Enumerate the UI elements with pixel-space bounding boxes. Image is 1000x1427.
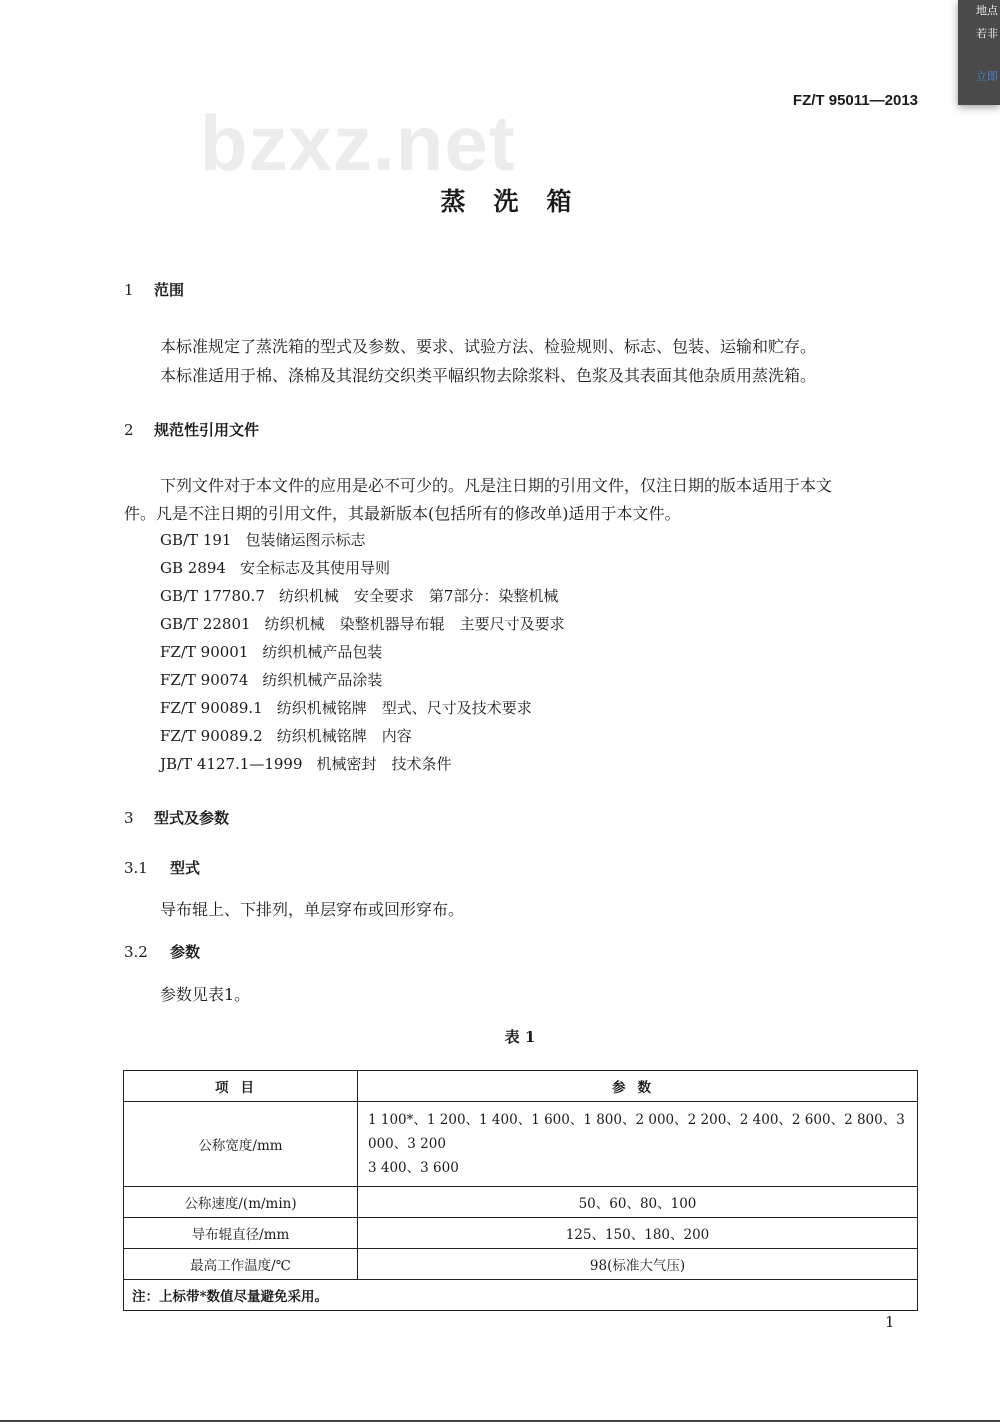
- reference-title: 纺织机械铭牌 型式、尺寸及技术要求: [276, 699, 532, 717]
- table-note: 注：上标带*数值尽量避免采用。: [124, 1280, 918, 1311]
- paragraph: 本标准适用于棉、涤棉及其混纺交织类平幅织物去除浆料、色浆及其表面其他杂质用蒸洗箱。: [160, 366, 817, 385]
- item-cell: 最高工作温度/℃: [124, 1249, 358, 1280]
- value-cell: [358, 1102, 918, 1187]
- document-title: 蒸洗箱: [440, 187, 600, 216]
- header-cell: 参数: [358, 1071, 918, 1102]
- item-cell: 公称宽度/mm: [124, 1102, 358, 1187]
- reference-code: FZ/T 90089.1: [160, 699, 263, 717]
- reference-code: FZ/T 90089.2: [160, 727, 263, 745]
- value-cell: 125、150、180、200: [358, 1218, 918, 1249]
- paragraph: 件。凡是不注日期的引用文件，其最新版本(包括所有的修改单)适用于本文件。: [124, 504, 681, 523]
- table-note-row: [124, 1280, 918, 1311]
- reference-code: FZ/T 90001: [160, 643, 249, 661]
- section-3-heading: [124, 809, 229, 827]
- table-row: [124, 1187, 918, 1218]
- section-number: 2: [124, 421, 134, 439]
- value-cell: 50、60、80、100: [358, 1187, 918, 1218]
- popup-text: 若非: [976, 27, 998, 40]
- table-caption: 表 1: [504, 1028, 536, 1046]
- section-3-2-heading: [124, 943, 200, 961]
- reference-title: 机械密封 技术条件: [316, 755, 452, 773]
- reference-code: GB 2894: [160, 559, 226, 577]
- paragraph: 参数见表1。: [160, 985, 251, 1004]
- reference-title: 安全标志及其使用导则: [239, 559, 390, 577]
- reference-title: 纺织机械铭牌 内容: [276, 727, 412, 745]
- reference-code: GB/T 22801: [160, 615, 251, 633]
- value-line: 1 100*、1 200、1 400、1 600、1 800、2 000、2 200、2 400、2 600、2 800、3 000、3 200: [368, 1112, 905, 1152]
- value-line: 3 400、3 600: [368, 1160, 459, 1176]
- notification-popup: [958, 0, 1000, 105]
- parameter-table: [123, 1070, 918, 1311]
- page-bottom-border: [0, 1420, 1000, 1422]
- page-number: 1: [885, 1313, 895, 1331]
- reference-item: [160, 587, 558, 606]
- reference-title: 纺织机械 安全要求 第7部分：染整机械: [278, 587, 559, 605]
- section-3-1-heading: [124, 859, 200, 877]
- section-1-heading: [124, 281, 184, 299]
- standard-number: FZ/T 95011—2013: [792, 92, 918, 109]
- reference-code: FZ/T 90074: [160, 671, 249, 689]
- section-title: 规范性引用文件: [154, 421, 260, 439]
- section-title: 型式及参数: [154, 809, 230, 827]
- header-cell: 项目: [124, 1071, 358, 1102]
- item-cell: 导布辊直径/mm: [124, 1218, 358, 1249]
- section-2-heading: [124, 421, 259, 439]
- paragraph: 下列文件对于本文件的应用是必不可少的。凡是注日期的引用文件，仅注日期的版本适用于本文: [160, 476, 833, 495]
- table-row: [124, 1218, 918, 1249]
- reference-item: [160, 699, 532, 718]
- watermark: bzxz.net: [200, 99, 516, 187]
- reference-item: [160, 531, 365, 550]
- reference-code: JB/T 4127.1—1999: [160, 755, 303, 773]
- item-cell: 公称速度/(m/min): [124, 1187, 358, 1218]
- reference-item: [160, 559, 390, 578]
- section-title: 型式: [170, 859, 201, 877]
- table-header-row: [124, 1071, 918, 1102]
- reference-code: GB/T 191: [160, 531, 232, 549]
- section-number: 3.1: [124, 859, 148, 877]
- reference-item: [160, 643, 382, 662]
- section-number: 3.2: [124, 943, 148, 961]
- reference-title: 纺织机械 染整机器导布辊 主要尺寸及要求: [264, 615, 565, 633]
- reference-item: [160, 615, 565, 634]
- value-cell: 98(标准大气压): [358, 1249, 918, 1280]
- reference-item: [160, 755, 452, 774]
- section-number: 1: [124, 281, 134, 299]
- reference-code: GB/T 17780.7: [160, 587, 265, 605]
- table-row: [124, 1249, 918, 1280]
- section-title: 参数: [170, 943, 201, 961]
- reference-item: [160, 727, 412, 746]
- paragraph: 导布辊上、下排列，单层穿布或回形穿布。: [160, 900, 465, 919]
- reference-title: 纺织机械产品包装: [262, 643, 383, 661]
- reference-title: 纺织机械产品涂装: [262, 671, 383, 689]
- table-row: [124, 1102, 918, 1187]
- section-number: 3: [124, 809, 134, 827]
- popup-link[interactable]: 立即: [976, 70, 998, 83]
- reference-item: [160, 671, 382, 690]
- paragraph: 本标准规定了蒸洗箱的型式及参数、要求、试验方法、检验规则、标志、包装、运输和贮存。: [160, 337, 817, 356]
- reference-title: 包装储运图示标志: [245, 531, 366, 549]
- popup-text: 地点: [976, 4, 998, 17]
- section-title: 范围: [154, 281, 185, 299]
